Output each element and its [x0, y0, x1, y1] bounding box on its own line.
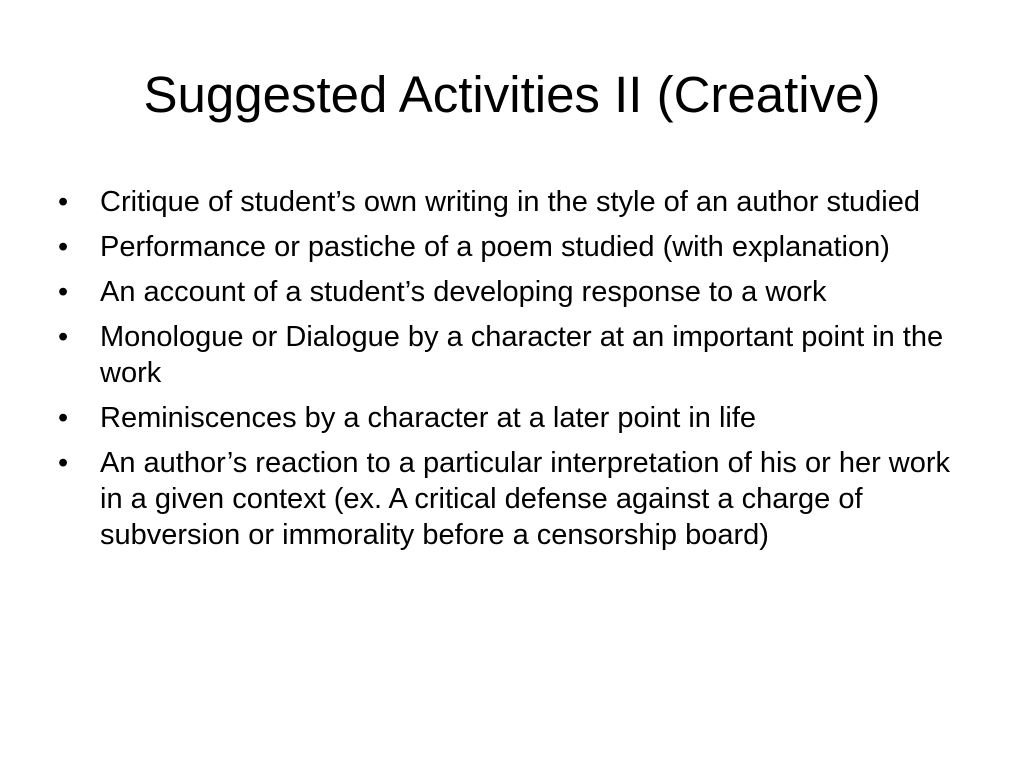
- bullet-text: Reminiscences by a character at a later point in life: [100, 402, 757, 434]
- bullet-marker: •: [58, 276, 69, 308]
- bullet-marker: •: [58, 231, 69, 263]
- bullet-text: Performance or pastiche of a poem studied (with explanation): [100, 231, 890, 263]
- bullet-text: An account of a student’s developing response to a work: [100, 276, 827, 308]
- bullet-text: An author’s reaction to a particular interpretation of his or her work in a given context (ex. A critical defense against a charge of subversion or immorality before a censorship board): [100, 447, 951, 551]
- bullet-item-critique: [58, 184, 978, 220]
- bullet-item-account: [58, 274, 978, 310]
- bullet-item-reminiscences: [58, 400, 978, 436]
- bullet-text: Monologue or Dialogue by a character at an important point in the work: [100, 321, 944, 389]
- bullet-item-performance: [58, 229, 978, 265]
- bullet-marker: •: [58, 321, 69, 353]
- bullet-text: Critique of student’s own writing in the style of an author studied: [100, 186, 920, 218]
- bullet-marker: •: [58, 402, 69, 434]
- bullet-item-monologue: [58, 319, 978, 391]
- slide-title: Suggested Activities II (Creative): [143, 66, 881, 123]
- bullet-item-author-reaction: [58, 445, 978, 553]
- bullet-list: [58, 184, 978, 562]
- bullet-marker: •: [58, 186, 69, 218]
- bullet-marker: •: [58, 447, 69, 479]
